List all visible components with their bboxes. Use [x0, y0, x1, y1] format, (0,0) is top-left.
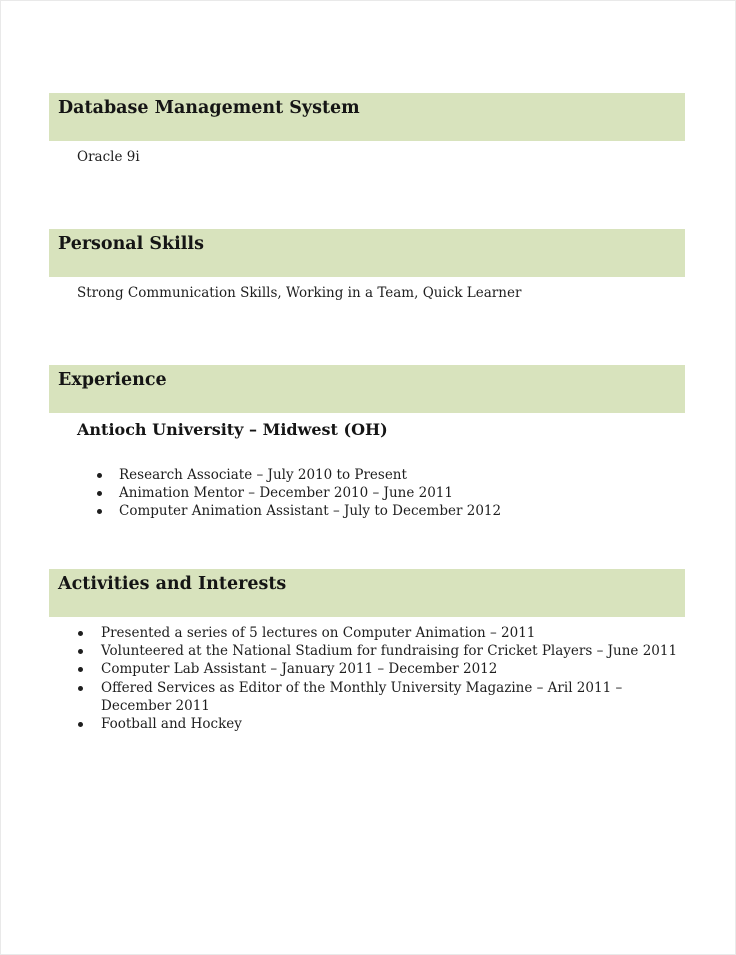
experience-list — [119, 466, 501, 521]
section-title-personal-skills: Personal Skills — [58, 234, 204, 254]
section-title-activities: Activities and Interests — [58, 574, 287, 594]
bullet-icon — [78, 631, 83, 636]
bullet-icon — [78, 722, 83, 727]
section-header-personal-skills — [49, 229, 685, 277]
section-header-activities — [49, 569, 685, 617]
list-item — [101, 660, 677, 678]
list-item — [119, 484, 501, 502]
section-header-dbms — [49, 93, 685, 141]
section-header-experience — [49, 365, 685, 413]
bullet-icon — [97, 473, 102, 478]
list-item-text: Offered Services as Editor of the Monthly University Magazine – Aril 2011 – December 2011 — [101, 679, 623, 714]
bullet-icon — [78, 686, 83, 691]
section-title-dbms: Database Management System — [58, 98, 360, 118]
list-item — [101, 715, 677, 733]
list-item — [101, 642, 677, 660]
experience-employer: Antioch University – Midwest (OH) — [77, 420, 388, 439]
list-item — [119, 502, 501, 520]
list-item-text: Volunteered at the National Stadium for fundraising for Cricket Players – June 2011 — [101, 643, 678, 660]
personal-skills-content: Strong Communication Skills, Working in a Team, Quick Learner — [77, 285, 522, 301]
list-item-text: Animation Mentor – December 2010 – June 2011 — [119, 485, 453, 502]
list-item-text: Research Associate – July 2010 to Present — [119, 467, 407, 483]
list-item — [119, 466, 501, 484]
list-item — [101, 679, 661, 715]
list-item-text: Computer Lab Assistant – January 2011 – December 2012 — [101, 661, 498, 678]
section-title-experience: Experience — [58, 370, 167, 390]
list-item-text: Football and Hockey — [101, 716, 242, 733]
activities-list — [101, 624, 677, 733]
list-item — [101, 624, 677, 642]
list-item-text: Computer Animation Assistant – July to December 2012 — [119, 503, 502, 520]
dbms-content: Oracle 9i — [77, 149, 140, 165]
list-item-text: Presented a series of 5 lectures on Computer Animation – 2011 — [101, 625, 536, 641]
